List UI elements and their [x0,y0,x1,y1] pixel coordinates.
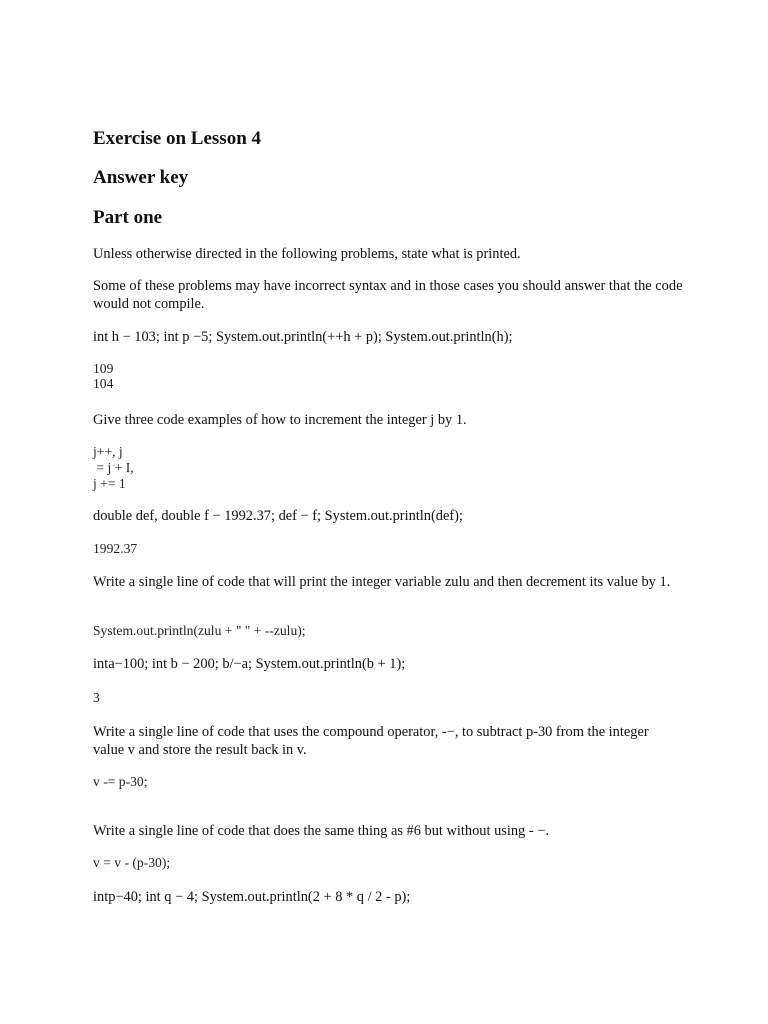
question-2: Give three code examples of how to increment the integer j by 1. [93,412,467,428]
page-title: Exercise on Lesson 4 [93,128,262,149]
answer-2-line-3: j += 1 [93,476,126,491]
answer-2-line-1: j++, j [93,444,123,459]
answer-key-heading: Answer key [93,167,189,188]
intro-paragraph-1: Unless otherwise directed in the following problems, state what is printed. [93,246,521,262]
question-8: intp−40; int q − 4; System.out.println(2 + 8 * q / 2 - p); [93,889,411,905]
question-5: inta−100; int b − 200; b/−a; System.out.println(b + 1); [93,656,406,672]
answer-4: System.out.println(zulu + " " + --zulu); [93,623,306,638]
part-one-heading: Part one [93,207,163,228]
question-7: Write a single line of code that does the same thing as #6 but without using - −. [93,823,549,839]
answer-1-line-1: 109 [93,361,114,376]
question-6: Write a single line of code that uses the compound operator, -−, to subtract p-30 from the integer value v and store the result back in v. [93,724,649,758]
answer-3: 1992.37 [93,541,138,556]
question-1: int h − 103; int p −5; System.out.println(++h + p); System.out.println(h); [93,329,513,345]
answer-2-line-2: = j + I, [93,460,134,475]
question-4: Write a single line of code that will print the integer variable zulu and then decrement its value by 1. [93,574,671,590]
answer-5: 3 [93,690,100,705]
answer-7: v = v - (p-30); [93,855,171,870]
intro-paragraph-2: Some of these problems may have incorrect syntax and in those cases you should answer that the code would not compile. [93,278,683,312]
question-3: double def, double f − 1992.37; def − f; System.out.println(def); [93,508,463,524]
answer-6: v -= p-30; [93,774,148,789]
answer-1-line-2: 104 [93,376,114,391]
